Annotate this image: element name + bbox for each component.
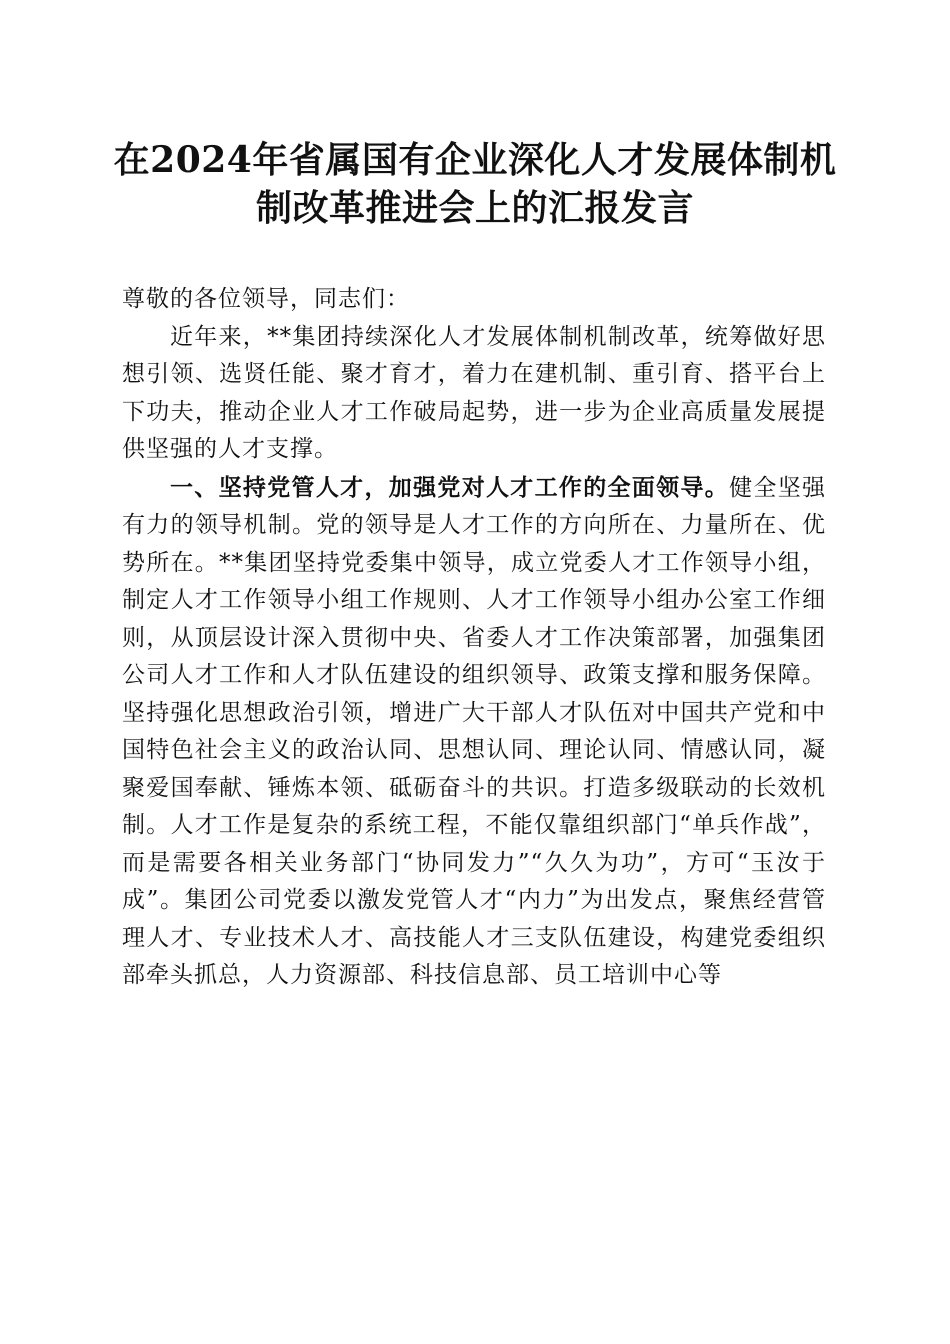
document-body — [122, 281, 826, 995]
document-title-line-2: 制改革推进会上的汇报发言 — [255, 187, 694, 229]
intro-paragraph: 近年来，**集团持续深化人才发展体制机制改革，统筹做好思想引领、选贤任能、聚才育才，着力在建机制、重引育、搭平台上下功夫，推动企业人才工作破局起势，进一步为企业高质量发展提供坚强的人才支撑。 — [122, 323, 826, 462]
section-1-paragraph — [122, 469, 826, 995]
salutation: 尊敬的各位领导，同志们： — [122, 286, 410, 312]
section-1-heading: 一、坚持党管人才，加强党对人才工作的全面领导。 — [170, 473, 730, 501]
document-title — [110, 136, 840, 232]
document-title-line-1: 在2024年省属国有企业深化人才发展体制机 — [113, 139, 837, 181]
section-1-body: 健全坚强有力的领导机制。党的领导是人才工作的方向所在、力量所在、优势所在。**集团坚持党委集中领导，成立党委人才工作领导小组，制定人才工作领导小组工作规则、人才工作领导小组办公室工作细则，从顶层设计深入贯彻中央、省委人才工作决策部署，加强集团公司人才工作和人才队伍建设的组织领导、政策支撑和服务保障。坚持强化思想政治引领，增进广大干部人才队伍对中国共产党和中国特色社会主义的政治认同、思想认同、理论认同、情感认同，凝聚爱国奉献、锤炼本领、砥砺奋斗的共识。打造多级联动的长效机制。人才工作是复杂的系统工程，不能仅靠组织部门“单兵作战”，而是需要各相关业务部门“协同发力”“久久为功”，方可“玉汝于成”。集团公司党委以激发党管人才“内力”为出发点，聚焦经营管理人才、专业技术人才、高技能人才三支队伍建设，构建党委组织部牵头抓总，人力资源部、科技信息部、员工培训中心等 — [122, 474, 827, 988]
